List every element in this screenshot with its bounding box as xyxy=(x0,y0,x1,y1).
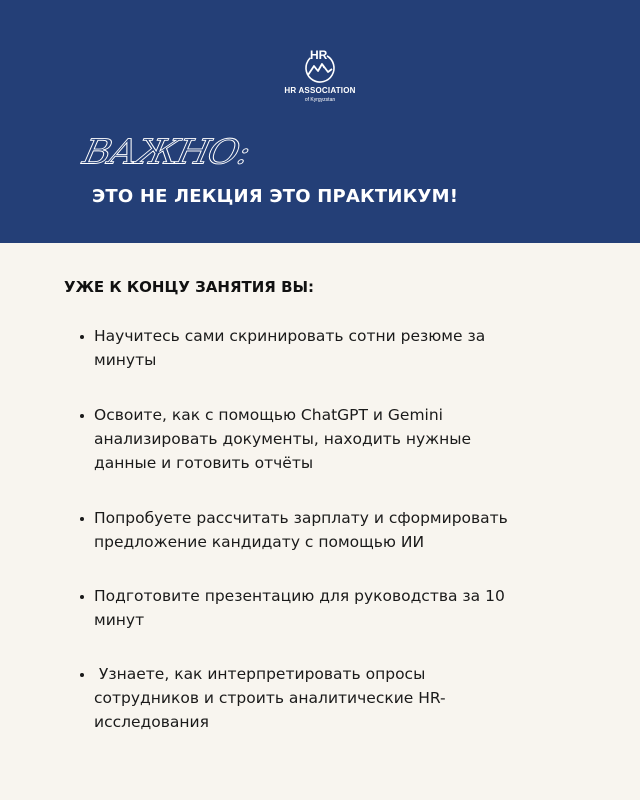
list-item-line: минут xyxy=(94,611,145,629)
list-item xyxy=(64,506,584,554)
list-item-line: Научитесь сами скринировать сотни резюме за xyxy=(94,327,486,345)
list-item-line: данные и готовить отчёты xyxy=(94,454,314,472)
header-banner xyxy=(0,0,640,243)
list-item-line: Подготовите презентацию для руководства за 10 xyxy=(94,587,505,605)
hr-association-logo xyxy=(276,45,364,107)
important-script-word xyxy=(79,130,258,180)
bullet-dot-icon xyxy=(80,595,84,599)
list-item-line: исследования xyxy=(94,713,209,731)
section-title: УЖЕ К КОНЦУ ЗАНЯТИЯ ВЫ: xyxy=(64,278,315,296)
important-script-text: ВАЖНО: xyxy=(79,132,253,172)
benefits-list xyxy=(64,324,584,734)
headline: ЭТО НЕ ЛЕКЦИЯ ЭТО ПРАКТИКУМ! xyxy=(92,186,459,207)
list-item-line: анализировать документы, находить нужные xyxy=(94,430,472,448)
list-item-line: предложение кандидату с помощью ИИ xyxy=(94,533,425,551)
list-item-line: минуты xyxy=(94,351,157,369)
logo-title: HR ASSOCIATION xyxy=(284,86,356,95)
logo-subtitle: of Kyrgyzstan xyxy=(304,97,336,103)
list-item xyxy=(64,403,584,475)
list-item-line: Освоите, как с помощью ChatGPT и Gemini xyxy=(94,406,443,424)
list-item-line: Узнаете, как интерпретировать опросы xyxy=(94,665,426,683)
list-item xyxy=(64,584,584,632)
bullet-dot-icon xyxy=(80,414,84,418)
bullet-dot-icon xyxy=(80,673,84,677)
logo-mark-text: HR xyxy=(310,48,328,62)
bullet-dot-icon xyxy=(80,517,84,521)
bullet-dot-icon xyxy=(80,335,84,339)
list-item xyxy=(64,662,584,734)
list-item-line: сотрудников и строить аналитические HR- xyxy=(94,689,446,707)
hr-mountain-logo-icon xyxy=(302,45,338,87)
list-item-line: Попробуете рассчитать зарплату и сформировать xyxy=(94,509,508,527)
list-item xyxy=(64,324,584,372)
